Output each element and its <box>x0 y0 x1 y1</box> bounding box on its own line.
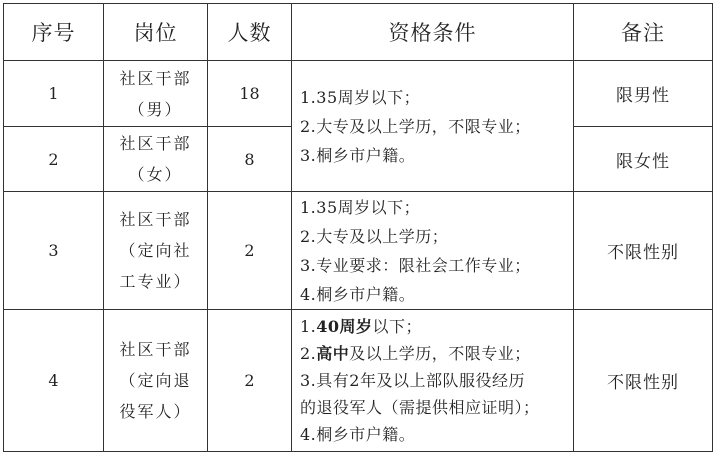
requirement-line: 3.专业要求：限社会工作专业； <box>300 255 531 275</box>
requirement-suffix: 以下； <box>372 317 423 336</box>
requirement-line: 2.大专及以上学历，不限专业； <box>300 116 531 136</box>
row-requirements-shared <box>292 61 574 192</box>
recruitment-table <box>3 3 713 452</box>
requirement-line: 2.大专及以上学历； <box>300 226 449 246</box>
position-line: 社区干部 <box>119 68 192 88</box>
requirement-line: 4.桐乡市户籍。 <box>300 284 416 304</box>
table-row <box>4 61 713 127</box>
row-count: 2 <box>208 192 292 310</box>
requirement-line: 3.桐乡市户籍。 <box>300 145 416 165</box>
requirement-line <box>300 313 573 340</box>
table-row <box>4 310 713 452</box>
position-line: 社区干部 <box>119 210 192 229</box>
requirement-line: 1.35周岁以下； <box>300 87 421 107</box>
requirement-prefix: 1. <box>300 317 317 336</box>
row-count: 2 <box>208 310 292 452</box>
header-notes: 备注 <box>574 4 713 61</box>
requirement-line: 1.35周岁以下； <box>300 197 421 217</box>
row-note: 限女性 <box>574 127 713 192</box>
row-count: 8 <box>208 127 292 192</box>
position-line: 社区干部 <box>119 340 192 359</box>
requirement-suffix: 及以上学历，不限专业； <box>349 344 531 363</box>
header-requirements: 资格条件 <box>292 4 574 61</box>
row-position <box>104 310 208 452</box>
row-note: 不限性别 <box>574 310 713 452</box>
header-position: 岗位 <box>104 4 208 61</box>
requirement-prefix: 2. <box>300 344 317 363</box>
row-no: 3 <box>4 192 104 310</box>
row-position <box>104 127 208 192</box>
requirement-line: 3.具有2年及以上部队服役经历 <box>300 371 525 390</box>
position-line: （定向退 <box>119 371 192 390</box>
position-line: （男） <box>128 99 183 119</box>
requirement-emphasis: 高中 <box>316 344 350 363</box>
position-line: （定向社 <box>119 241 192 260</box>
row-no: 4 <box>4 310 104 452</box>
row-requirements <box>292 192 574 310</box>
table-row <box>4 192 713 310</box>
requirement-line: 的退役军人（需提供相应证明）； <box>300 398 540 417</box>
position-line: 工专业） <box>119 272 192 291</box>
header-row <box>4 4 713 61</box>
position-line: 社区干部 <box>119 134 192 153</box>
row-position <box>104 61 208 127</box>
requirement-line: 4.桐乡市户籍。 <box>300 425 416 444</box>
position-line: （女） <box>128 165 183 184</box>
row-no: 1 <box>4 61 104 127</box>
row-note: 不限性别 <box>574 192 713 310</box>
position-line: 役军人） <box>119 402 192 421</box>
requirement-line <box>300 340 573 367</box>
requirement-emphasis: 40周岁 <box>316 317 373 336</box>
header-no: 序号 <box>4 4 104 61</box>
row-note: 限男性 <box>574 61 713 127</box>
row-requirements <box>292 310 574 452</box>
header-count: 人数 <box>208 4 292 61</box>
row-no: 2 <box>4 127 104 192</box>
row-position <box>104 192 208 310</box>
row-count: 18 <box>208 61 292 127</box>
